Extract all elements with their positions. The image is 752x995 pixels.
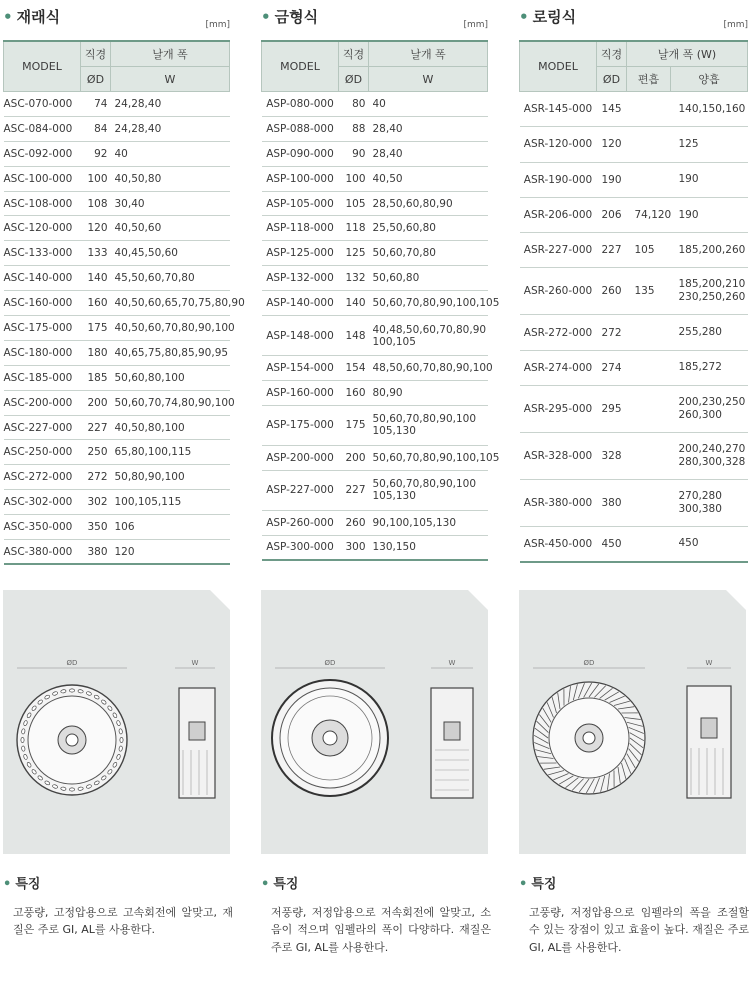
single-inlet-cell — [627, 527, 671, 562]
model-cell: ASP-300-000 — [262, 535, 339, 560]
model-cell: ASR-120-000 — [520, 127, 597, 162]
table-row — [4, 141, 230, 166]
width-cell: 106 — [111, 515, 230, 540]
section-title: • 금형식 — [261, 8, 319, 26]
width-cell: 80,90 — [369, 380, 488, 405]
model-cell: ASC-302-000 — [4, 490, 81, 515]
table-row — [262, 380, 488, 405]
diameter-cell: 160 — [339, 380, 369, 405]
table-row — [520, 127, 748, 162]
diameter-cell: 120 — [597, 127, 627, 162]
model-cell: ASC-227-000 — [4, 415, 81, 440]
double-inlet-cell: 190 — [671, 197, 748, 232]
model-cell: ASP-100-000 — [262, 166, 339, 191]
diameter-cell: 380 — [597, 480, 627, 527]
single-inlet-cell — [627, 350, 671, 385]
diameter-cell: 88 — [339, 116, 369, 141]
table-row — [262, 266, 488, 291]
bullet-icon: • — [3, 877, 12, 892]
table-row — [4, 340, 230, 365]
width-cell: 28,40 — [369, 141, 488, 166]
model-cell: ASP-160-000 — [262, 380, 339, 405]
double-inlet-cell: 185,200,210 230,250,260 — [671, 268, 748, 315]
section-conventional — [3, 0, 245, 565]
header-diameter-kr: 직경 — [339, 41, 369, 67]
model-cell: ASP-080-000 — [262, 92, 339, 117]
spec-table — [261, 40, 500, 561]
header-diameter-kr: 직경 — [81, 41, 111, 67]
table-row — [520, 92, 748, 127]
width-cell: 50,60,70,80,90,100 105,130 — [369, 405, 488, 445]
diameter-cell: 148 — [339, 316, 369, 356]
header-diameter: ØD — [597, 67, 627, 92]
double-inlet-cell: 190 — [671, 162, 748, 197]
feature-text: 고풍량, 저정압용으로 임펠라의 폭을 조절할 수 있는 장점이 있고 효율이 높다. 재질은 주로 GI, AL를 사용한다. — [529, 905, 749, 954]
header-double-inlet: 양흡 — [671, 67, 748, 92]
model-cell: ASP-090-000 — [262, 141, 339, 166]
width-cell: 40 — [111, 141, 230, 166]
diameter-cell: 133 — [81, 241, 111, 266]
diameter-cell: 140 — [81, 266, 111, 291]
table-row — [262, 166, 488, 191]
model-cell: ASR-274-000 — [520, 350, 597, 385]
model-cell: ASC-160-000 — [4, 291, 81, 316]
table-row — [4, 316, 230, 341]
single-inlet-cell: 74,120 — [627, 197, 671, 232]
diameter-cell: 132 — [339, 266, 369, 291]
single-inlet-cell — [627, 127, 671, 162]
model-cell: ASC-350-000 — [4, 515, 81, 540]
width-cell: 40,50,60 — [111, 216, 230, 241]
table-row — [262, 405, 488, 445]
feature-text: 고풍량, 고정압용으로 고속회전에 알맞고, 재질은 주로 GI, AL를 사용한다. — [13, 905, 233, 936]
table-row — [262, 316, 488, 356]
double-inlet-cell: 185,272 — [671, 350, 748, 385]
diameter-cell: 380 — [81, 540, 111, 565]
header-width-kr: 날개 폭 — [111, 41, 230, 67]
width-cell: 24,28,40 — [111, 92, 230, 117]
model-cell: ASC-380-000 — [4, 540, 81, 565]
single-inlet-cell — [627, 386, 671, 433]
diameter-cell: 272 — [597, 315, 627, 350]
table-row — [4, 266, 230, 291]
feature-text: 저풍량, 저정압용으로 저속회전에 알맞고, 소음이 적으며 임펠라의 폭이 다양하다. 재질은 주로 GI, AL를 사용한다. — [271, 905, 491, 954]
diameter-cell: 350 — [81, 515, 111, 540]
table-row — [4, 465, 230, 490]
diameter-cell: 295 — [597, 386, 627, 433]
width-cell: 30,40 — [111, 191, 230, 216]
table-row — [4, 216, 230, 241]
header-width-kr: 날개 폭 (W) — [627, 41, 748, 67]
header-model: MODEL — [520, 41, 597, 92]
model-cell: ASP-175-000 — [262, 405, 339, 445]
table-row — [520, 315, 748, 350]
unit-label: [mm] — [723, 20, 748, 30]
table-row — [262, 191, 488, 216]
spec-table — [3, 40, 245, 565]
model-cell: ASR-206-000 — [520, 197, 597, 232]
table-row — [262, 116, 488, 141]
diameter-cell: 90 — [339, 141, 369, 166]
diameter-label: ØD — [324, 659, 336, 667]
diameter-cell: 272 — [81, 465, 111, 490]
diameter-label: ØD — [583, 659, 595, 667]
single-inlet-cell — [627, 480, 671, 527]
feature-conventional — [3, 876, 233, 939]
table-row — [262, 241, 488, 266]
feature-title: • 특징 — [261, 877, 299, 892]
model-cell: ASC-084-000 — [4, 116, 81, 141]
table-row — [4, 241, 230, 266]
width-cell: 40,45,50,60 — [111, 241, 230, 266]
table-row — [4, 191, 230, 216]
model-cell: ASR-227-000 — [520, 233, 597, 268]
width-cell: 40,50 — [369, 166, 488, 191]
double-inlet-cell: 270,280 300,380 — [671, 480, 748, 527]
width-cell: 90,100,105,130 — [369, 510, 488, 535]
diameter-cell: 125 — [339, 241, 369, 266]
diameter-cell: 260 — [597, 268, 627, 315]
model-cell: ASR-260-000 — [520, 268, 597, 315]
diameter-cell: 175 — [81, 316, 111, 341]
diameter-cell: 120 — [81, 216, 111, 241]
diameter-cell: 140 — [339, 291, 369, 316]
unit-label: [mm] — [463, 20, 488, 30]
diameter-cell: 74 — [81, 92, 111, 117]
table-row — [262, 92, 488, 117]
section-title: • 로링식 — [519, 8, 577, 26]
table-row — [520, 162, 748, 197]
diameter-cell: 200 — [81, 390, 111, 415]
width-cell: 28,50,60,80,90 — [369, 191, 488, 216]
diameter-cell: 92 — [81, 141, 111, 166]
model-cell: ASR-295-000 — [520, 386, 597, 433]
width-cell: 40,50,60,70,80,90,100 — [111, 316, 230, 341]
model-cell: ASP-105-000 — [262, 191, 339, 216]
model-cell: ASR-145-000 — [520, 92, 597, 127]
diameter-cell: 105 — [339, 191, 369, 216]
single-inlet-cell — [627, 92, 671, 127]
table-row — [262, 291, 488, 316]
single-inlet-cell: 135 — [627, 268, 671, 315]
table-row — [262, 141, 488, 166]
feature-rolling — [519, 876, 749, 956]
model-cell: ASR-380-000 — [520, 480, 597, 527]
table-row — [520, 233, 748, 268]
bullet-icon: • — [519, 877, 528, 892]
model-cell: ASP-227-000 — [262, 470, 339, 510]
double-inlet-cell: 125 — [671, 127, 748, 162]
bullet-icon: • — [261, 8, 271, 26]
model-cell: ASC-180-000 — [4, 340, 81, 365]
width-cell: 45,50,60,70,80 — [111, 266, 230, 291]
table-row — [4, 116, 230, 141]
width-cell: 24,28,40 — [111, 116, 230, 141]
diameter-cell: 200 — [339, 445, 369, 470]
diameter-cell: 302 — [81, 490, 111, 515]
diameter-cell: 190 — [597, 162, 627, 197]
impeller-diagram-conventional — [3, 590, 230, 854]
width-cell: 40,50,80,100 — [111, 415, 230, 440]
diameter-cell: 328 — [597, 433, 627, 480]
table-row — [520, 527, 748, 562]
single-inlet-cell — [627, 162, 671, 197]
diameter-cell: 154 — [339, 356, 369, 381]
header-diameter-kr: 직경 — [597, 41, 627, 67]
impeller-diagram-die-cast — [261, 590, 488, 854]
table-row — [4, 166, 230, 191]
section-title: • 재래식 — [3, 8, 61, 26]
table-row — [520, 268, 748, 315]
table-row — [4, 490, 230, 515]
header-width: W — [369, 67, 488, 92]
model-cell: ASP-140-000 — [262, 291, 339, 316]
header-diameter: ØD — [81, 67, 111, 92]
double-inlet-cell: 185,200,260 — [671, 233, 748, 268]
diameter-cell: 84 — [81, 116, 111, 141]
width-cell: 50,60,80 — [369, 266, 488, 291]
table-row — [262, 216, 488, 241]
model-cell: ASC-120-000 — [4, 216, 81, 241]
diameter-cell: 100 — [339, 166, 369, 191]
diameter-cell: 118 — [339, 216, 369, 241]
section-die-cast — [261, 0, 500, 561]
table-row — [4, 440, 230, 465]
header-width: W — [111, 67, 230, 92]
header-single-inlet: 편흡 — [627, 67, 671, 92]
table-row — [520, 386, 748, 433]
model-cell: ASP-125-000 — [262, 241, 339, 266]
table-row — [4, 540, 230, 565]
diameter-cell: 227 — [339, 470, 369, 510]
width-cell: 40,50,60,65,70,75,80,90 — [111, 291, 230, 316]
diameter-cell: 108 — [81, 191, 111, 216]
impeller-diagram-rolling — [519, 590, 746, 854]
model-cell: ASP-118-000 — [262, 216, 339, 241]
diameter-cell: 450 — [597, 527, 627, 562]
bullet-icon: • — [519, 8, 529, 26]
table-row — [4, 390, 230, 415]
table-row — [520, 433, 748, 480]
model-cell: ASC-272-000 — [4, 465, 81, 490]
table-row — [4, 291, 230, 316]
model-cell: ASC-185-000 — [4, 365, 81, 390]
header-model: MODEL — [262, 41, 339, 92]
diameter-cell: 180 — [81, 340, 111, 365]
model-cell: ASP-154-000 — [262, 356, 339, 381]
model-cell: ASC-070-000 — [4, 92, 81, 117]
model-cell: ASC-108-000 — [4, 191, 81, 216]
section-rolling — [519, 0, 748, 563]
width-cell: 50,60,70,80,90,100,105 — [369, 445, 488, 470]
width-cell: 50,60,70,80 — [369, 241, 488, 266]
table-row — [262, 470, 488, 510]
model-cell: ASP-132-000 — [262, 266, 339, 291]
table-row — [4, 415, 230, 440]
diameter-cell: 227 — [81, 415, 111, 440]
table-row — [4, 365, 230, 390]
width-cell: 50,60,70,80,90,100,105 — [369, 291, 488, 316]
double-inlet-cell: 200,230,250 260,300 — [671, 386, 748, 433]
width-cell: 130,150 — [369, 535, 488, 560]
diameter-cell: 250 — [81, 440, 111, 465]
table-row — [4, 515, 230, 540]
table-row — [262, 510, 488, 535]
width-cell: 40,50,80 — [111, 166, 230, 191]
width-cell: 48,50,60,70,80,90,100 — [369, 356, 488, 381]
model-cell: ASC-200-000 — [4, 390, 81, 415]
spec-table — [519, 40, 748, 563]
header-width-kr: 날개 폭 — [369, 41, 488, 67]
width-cell: 40 — [369, 92, 488, 117]
width-cell: 40,48,50,60,70,80,90 100,105 — [369, 316, 488, 356]
width-cell: 40,65,75,80,85,90,95 — [111, 340, 230, 365]
width-cell: 50,60,80,100 — [111, 365, 230, 390]
width-cell: 100,105,115 — [111, 490, 230, 515]
model-cell: ASP-260-000 — [262, 510, 339, 535]
diameter-label: ØD — [66, 659, 78, 667]
diameter-cell: 185 — [81, 365, 111, 390]
diameter-cell: 260 — [339, 510, 369, 535]
double-inlet-cell: 200,240,270 280,300,328 — [671, 433, 748, 480]
header-diameter: ØD — [339, 67, 369, 92]
model-cell: ASR-272-000 — [520, 315, 597, 350]
single-inlet-cell — [627, 315, 671, 350]
model-cell: ASC-133-000 — [4, 241, 81, 266]
diameter-cell: 80 — [339, 92, 369, 117]
feature-title: • 특징 — [3, 877, 41, 892]
header-model: MODEL — [4, 41, 81, 92]
model-cell: ASP-200-000 — [262, 445, 339, 470]
width-cell: 28,40 — [369, 116, 488, 141]
model-cell: ASR-450-000 — [520, 527, 597, 562]
model-cell: ASC-250-000 — [4, 440, 81, 465]
diameter-cell: 227 — [597, 233, 627, 268]
bullet-icon: • — [261, 877, 270, 892]
table-row — [262, 535, 488, 560]
double-inlet-cell: 450 — [671, 527, 748, 562]
diameter-cell: 274 — [597, 350, 627, 385]
table-row — [520, 197, 748, 232]
table-row — [520, 480, 748, 527]
model-cell: ASR-328-000 — [520, 433, 597, 480]
width-cell: 120 — [111, 540, 230, 565]
feature-title: • 특징 — [519, 877, 557, 892]
diameter-cell: 300 — [339, 535, 369, 560]
width-cell: 25,50,60,80 — [369, 216, 488, 241]
diameter-cell: 175 — [339, 405, 369, 445]
bullet-icon: • — [3, 8, 13, 26]
width-label: W — [191, 659, 199, 667]
width-label: W — [448, 659, 456, 667]
width-cell: 65,80,100,115 — [111, 440, 230, 465]
model-cell: ASR-190-000 — [520, 162, 597, 197]
double-inlet-cell: 255,280 — [671, 315, 748, 350]
model-cell: ASC-100-000 — [4, 166, 81, 191]
model-cell: ASP-148-000 — [262, 316, 339, 356]
model-cell: ASC-092-000 — [4, 141, 81, 166]
width-cell: 50,60,70,74,80,90,100 — [111, 390, 230, 415]
width-label: W — [705, 659, 713, 667]
table-row — [520, 350, 748, 385]
double-inlet-cell: 140,150,160 — [671, 92, 748, 127]
table-row — [262, 445, 488, 470]
table-row — [262, 356, 488, 381]
model-cell: ASP-088-000 — [262, 116, 339, 141]
single-inlet-cell: 105 — [627, 233, 671, 268]
model-cell: ASC-140-000 — [4, 266, 81, 291]
diameter-cell: 160 — [81, 291, 111, 316]
diameter-cell: 100 — [81, 166, 111, 191]
diameter-cell: 145 — [597, 92, 627, 127]
diameter-cell: 206 — [597, 197, 627, 232]
table-row — [4, 92, 230, 117]
width-cell: 50,80,90,100 — [111, 465, 230, 490]
feature-die-cast — [261, 876, 491, 956]
model-cell: ASC-175-000 — [4, 316, 81, 341]
single-inlet-cell — [627, 433, 671, 480]
width-cell: 50,60,70,80,90,100 105,130 — [369, 470, 488, 510]
unit-label: [mm] — [205, 20, 230, 30]
